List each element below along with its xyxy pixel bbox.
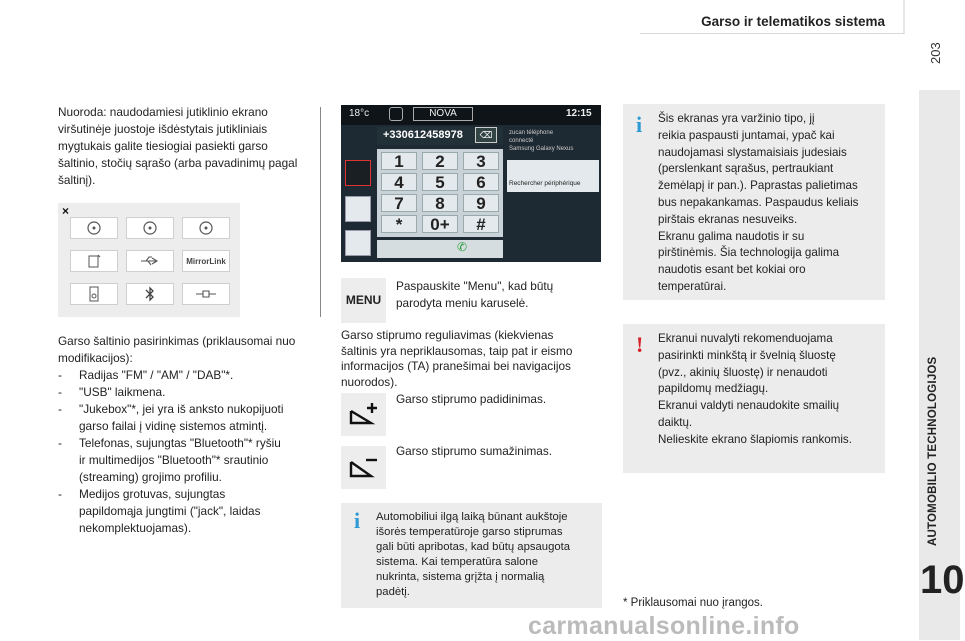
media-player-icon (88, 286, 100, 302)
callout-line (320, 107, 321, 317)
bluetooth-icon (145, 286, 155, 302)
info-icon: i (636, 112, 643, 137)
resistive-info-box (623, 104, 885, 300)
mirrorlink-button[interactable]: MirrorLink (182, 250, 230, 272)
header-rule (640, 33, 904, 34)
list-item-line: Telefonas, sujungtas "Bluetooth"* ryšiu (79, 436, 281, 450)
intro-line: Nuoroda: naudodamiesi jutiklinio ekrano (58, 105, 268, 119)
list-item (58, 401, 320, 435)
intro-paragraph (58, 104, 318, 189)
note-line: padėtį. (376, 586, 410, 598)
source-shortcut-button[interactable] (345, 160, 371, 186)
clock: 12:15 (566, 108, 592, 119)
key-2[interactable]: 2 (422, 152, 458, 170)
intro-line: viršutinėje juostoje išdėstytais jutikliniais (58, 122, 268, 136)
list-item-line: Radijas "FM" / "AM" / "DAB"*. (79, 368, 234, 382)
chapter-number: 10 (920, 558, 965, 602)
note-line: išorės temperatūroje garso stiprumas (376, 526, 563, 538)
volume-up-icon (341, 393, 386, 436)
volume-down-icon (341, 446, 386, 489)
list-item-line: papildomąja jungtimi ("jack", laidas (79, 504, 261, 518)
list-item-line: "USB" laikmena. (79, 385, 166, 399)
temperature-note-text (376, 510, 600, 600)
list-item-line: "Jukebox"*, jei yra iš anksto nukopijuoti (79, 402, 284, 416)
menu-line: parodyta meniu karuselė. (396, 296, 529, 310)
phone-icon: ✆ (457, 240, 468, 254)
note-line: žemėlapį ir pan.). Paprastas palietimas (658, 179, 858, 193)
key-6[interactable]: 6 (463, 173, 499, 191)
usb-button[interactable] (126, 250, 174, 272)
info-icon: i (354, 508, 361, 533)
note-line: Šis ekranas yra varžinio tipo, jį (658, 112, 815, 125)
backspace-icon[interactable]: ⌫ (475, 127, 497, 143)
station-name[interactable]: NOVA (413, 107, 473, 121)
note-line: sistema. Kai temperatūra salone (376, 556, 539, 568)
note-line: naudojamasi slystamaisiais judesiais (658, 145, 847, 159)
note-line: bus nepakankamas. Paspaudus keliais (658, 195, 859, 209)
list-dash: - (58, 436, 62, 450)
cleaning-note-text (658, 331, 882, 449)
settings-icon[interactable] (389, 107, 403, 121)
key-9[interactable]: 9 (463, 194, 499, 212)
phone-info-line: zucan téléphone (509, 130, 554, 136)
volume-up-button (341, 393, 386, 436)
dial-keypad (377, 149, 503, 237)
note-line: pirštinėmis. Šia technologija galima (658, 246, 840, 260)
key-3[interactable]: 3 (463, 152, 499, 170)
menu-description (396, 278, 596, 312)
search-device-button[interactable]: Rechercher périphérique (507, 160, 599, 192)
jukebox-button[interactable] (70, 250, 118, 272)
key-hash[interactable]: # (463, 215, 499, 233)
temperature-readout: 18°c (349, 108, 370, 119)
resistive-note-text (658, 111, 882, 296)
list-item (58, 384, 320, 401)
list-item (58, 435, 320, 486)
key-1[interactable]: 1 (381, 152, 417, 170)
note-line: reikia paspausti juntamai, ypač kai (658, 128, 835, 142)
usb-icon (140, 255, 160, 267)
menu-button: MENU (341, 278, 386, 323)
dialed-number: +330612458978 (377, 127, 503, 145)
radio-knob-button[interactable] (126, 217, 174, 239)
footnote: * Priklausomai nuo įrangos. (623, 597, 763, 609)
key-star[interactable]: * (381, 215, 417, 233)
note-line: Automobiliui ilgą laiką būnant aukštoje (376, 511, 568, 523)
note-line: nukrinta, sistema grįžta į normalią (376, 571, 545, 583)
bluetooth-button[interactable] (126, 283, 174, 305)
list-item-line: (streaming) grojimo profiliu. (79, 470, 222, 484)
intro-line: mygtukais galite tiesiogiai pasiekti garso (58, 139, 268, 153)
contacts-button[interactable] (345, 230, 371, 256)
list-dash: - (58, 368, 62, 382)
note-line: Nelieskite ekrano šlapiomis rankomis. (658, 432, 852, 446)
key-7[interactable]: 7 (381, 194, 417, 212)
volume-line: informacijos (TA) pranešimai bei navigacijos (341, 359, 571, 373)
radio-knob-button[interactable] (182, 217, 230, 239)
volume-down-button (341, 446, 386, 489)
watermark: carmanualsonline.info (528, 612, 800, 640)
jukebox-icon (86, 253, 102, 269)
note-line: daiktų. (658, 415, 693, 429)
source-icon-grid (58, 203, 240, 317)
list-item (58, 486, 320, 537)
touchscreen-illustration (341, 105, 601, 262)
media-player-button[interactable] (70, 283, 118, 305)
volume-down-label: Garso stiprumo sumažinimas. (396, 444, 553, 458)
page-number: 203 (928, 42, 943, 64)
list-dash: - (58, 487, 62, 501)
source-selection-line: Garso šaltinio pasirinkimas (priklausomai nuo (58, 334, 296, 348)
phone-info-line: Samsung Galaxy Nexus (509, 146, 574, 152)
volume-up-label: Garso stiprumo padidinimas. (396, 392, 547, 406)
list-item-line: garso failai į vidinę sistemos atmintį. (79, 419, 268, 433)
note-line: papildomų medžiagų. (658, 382, 769, 396)
source-selection-section (58, 333, 320, 537)
phone-info (507, 127, 599, 157)
list-item (58, 367, 320, 384)
intro-line: šaltinį). (58, 173, 96, 187)
key-5[interactable]: 5 (422, 173, 458, 191)
warning-icon: ! (636, 332, 644, 357)
menu-line: Paspauskite "Menu", kad būtų (396, 279, 554, 293)
note-line: Ekranui nuvalyti rekomenduojama (658, 332, 833, 345)
cleaning-warning-box (623, 324, 885, 473)
list-item-line: ir multimedijos "Bluetooth"* srautinio (79, 453, 269, 467)
key-8[interactable]: 8 (422, 194, 458, 212)
list-item-line: Medijos grotuvas, sujungtas (79, 487, 226, 501)
temperature-info-box (341, 503, 602, 608)
volume-line: Garso stiprumo reguliavimas (kiekvienas (341, 328, 554, 342)
list-dash: - (58, 385, 62, 399)
list-item-line: nekomplektuojamas). (79, 521, 192, 535)
note-line: Ekranu galima naudotis ir su (658, 229, 805, 243)
note-line: pasirinkti minkštą ir švelnią šluostę (658, 348, 836, 362)
call-log-button[interactable] (345, 196, 371, 222)
phone-info-line: connecté (509, 138, 534, 144)
volume-section (341, 328, 603, 390)
jack-icon (195, 289, 217, 299)
screen-top-bar (341, 105, 601, 125)
note-line: gali būti apribotas, kad būtų apsaugota (376, 541, 571, 553)
note-line: Ekranui valdyti nenaudokite smailių (658, 399, 840, 413)
key-4[interactable]: 4 (381, 173, 417, 191)
volume-line: šaltinis yra nepriklausomas, taip pat ir eismo (341, 343, 573, 358)
list-dash: - (58, 402, 62, 416)
note-line: pirštais ekranas nesuveiks. (658, 212, 798, 226)
key-0[interactable]: 0+ (422, 215, 458, 233)
intro-line: šaltinio, stočių sąrašo (arba pavadinimų pagal (58, 156, 298, 170)
radio-knob-button[interactable] (70, 217, 118, 239)
note-line: naudotis esant bet kokiai oro (658, 263, 806, 277)
knob-icon (142, 220, 158, 236)
volume-line: nuorodos). (341, 374, 398, 389)
call-button[interactable] (377, 240, 503, 258)
knob-icon (86, 220, 102, 236)
close-icon[interactable]: × (62, 204, 70, 218)
page-header-title: Garso ir telematikos sistema (701, 14, 885, 29)
note-line: (perslenkant sąrašus, pertraukiant (658, 162, 834, 176)
note-line: (pvz., akinių šluostę) ir nenaudoti (658, 365, 828, 379)
chapter-label: AUTOMOBILIO TECHNOLOGIJOS (927, 356, 939, 546)
knob-icon (198, 220, 214, 236)
jack-button[interactable] (182, 283, 230, 305)
source-selection-line: modifikacijos): (58, 351, 133, 365)
note-line: temperatūrai. (658, 279, 727, 293)
header-divider-stub (903, 0, 905, 34)
